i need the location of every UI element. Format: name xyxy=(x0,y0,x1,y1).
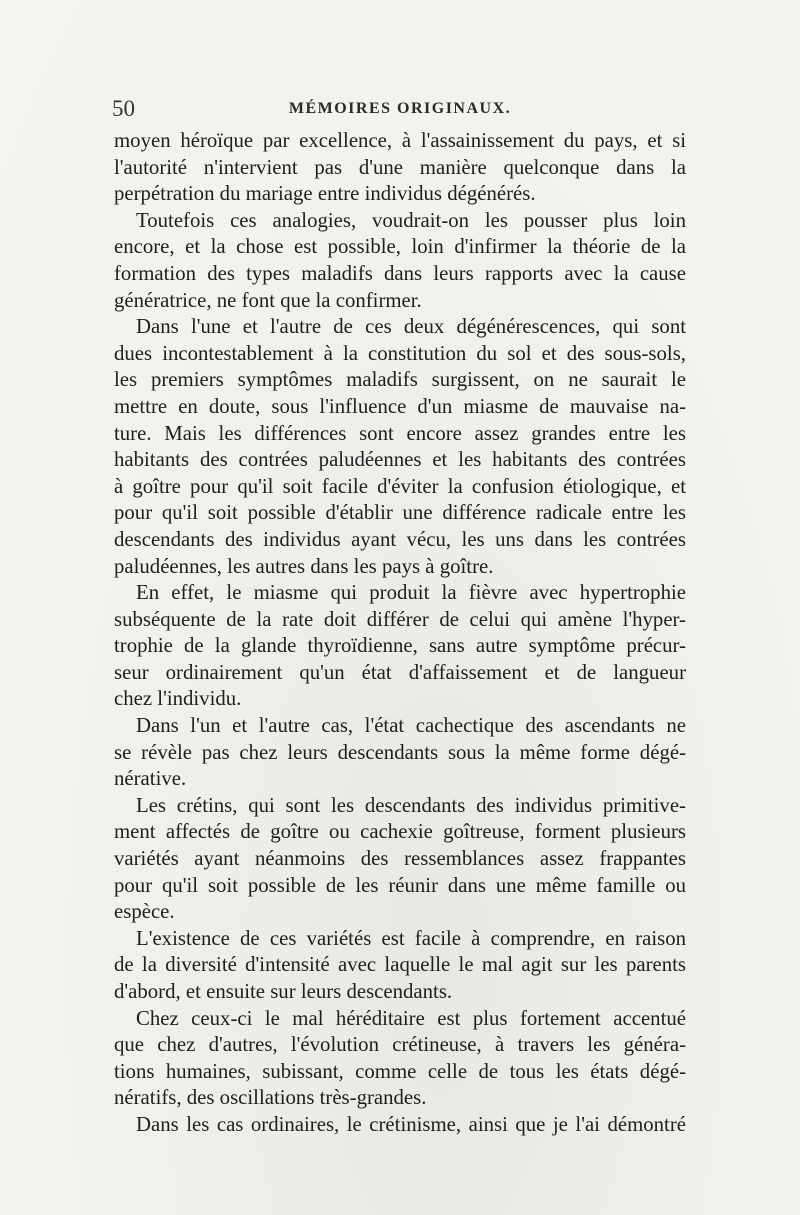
text-line: Dans l'un et l'autre cas, l'état cachectique des ascendants ne xyxy=(136,714,686,738)
text-line: pour qu'il soit possible d'établir une différence radicale entre les xyxy=(114,501,686,525)
text-line: seur ordinairement qu'un état d'affaissement et de langueur xyxy=(114,660,686,684)
paragraph xyxy=(114,1006,686,1112)
text-line: dues incontestablement à la constitution du sol et des sous-sols, xyxy=(114,341,686,365)
text-line: pour qu'il soit possible de les réunir dans une même famille ou xyxy=(114,873,686,897)
text-line: l'autorité n'intervient pas d'une manière quelconque dans la xyxy=(114,155,686,179)
text-line: L'existence de ces variétés est facile à comprendre, en raison xyxy=(136,926,686,950)
text-line: ment affectés de goître ou cachexie goîtreuse, forment plusieurs xyxy=(114,820,686,844)
paragraph xyxy=(114,793,686,926)
text-line: d'abord, et ensuite sur leurs descendants. xyxy=(114,980,453,1003)
running-title: MÉMOIRES ORIGINAUX. xyxy=(288,100,512,117)
text-line: trophie de la glande thyroïdienne, sans autre symptôme précur- xyxy=(114,634,686,658)
paragraph xyxy=(114,208,686,314)
text-line: perpétration du mariage entre individus dégénérés. xyxy=(114,182,536,206)
text-line: variétés ayant néanmoins des ressemblances assez frappantes xyxy=(114,847,686,871)
text-line: que chez d'autres, l'évolution crétineuse, à travers les généra- xyxy=(114,1033,686,1057)
page-number: 50 xyxy=(112,96,135,121)
text-line: nérative. xyxy=(114,767,187,791)
text-line: paludéennes, les autres dans les pays à goître. xyxy=(114,554,494,578)
text-line: génératrice, ne font que la confirmer. xyxy=(114,288,422,312)
text-line: subséquente de la rate doit différer de celui qui amène l'hyper- xyxy=(114,607,686,631)
paragraph xyxy=(114,128,686,208)
text-line: ture. Mais les différences sont encore assez grandes entre les xyxy=(114,421,686,445)
text-line: mettre en doute, sous l'influence d'un miasme de mauvaise na- xyxy=(114,394,686,418)
text-line: descendants des individus ayant vécu, les uns dans les contrées xyxy=(114,527,686,551)
text-line: Les crétins, qui sont les descendants des individus primitive- xyxy=(136,793,686,817)
page-header xyxy=(112,96,688,126)
body-text xyxy=(114,128,686,1139)
text-line: chez l'individu. xyxy=(114,687,242,711)
paragraph xyxy=(114,580,686,713)
text-line: nératifs, des oscillations très-grandes. xyxy=(114,1086,427,1110)
text-line: En effet, le miasme qui produit la fièvre avec hypertrophie xyxy=(136,581,686,605)
paragraph xyxy=(114,713,686,793)
text-line: à goître pour qu'il soit facile d'éviter la confusion étiologique, et xyxy=(114,474,686,498)
text-line: Dans les cas ordinaires, le crétinisme, ainsi que je l'ai démontré xyxy=(136,1112,686,1136)
text-line: tions humaines, subissant, comme celle de tous les états dégé- xyxy=(114,1059,686,1083)
text-line: formation des types maladifs dans leurs rapports avec la cause xyxy=(114,261,686,285)
text-line: Dans l'une et l'autre de ces deux dégénérescences, qui sont xyxy=(136,315,686,339)
text-line: habitants des contrées paludéennes et les habitants des contrées xyxy=(114,448,686,472)
text-line: Toutefois ces analogies, voudrait-on les pousser plus loin xyxy=(136,208,686,232)
paragraph xyxy=(114,926,686,1006)
text-line: les premiers symptômes maladifs surgissent, on ne saurait le xyxy=(114,368,686,392)
paragraph xyxy=(114,314,686,580)
text-line: encore, et la chose est possible, loin d'infirmer la théorie de la xyxy=(114,235,686,259)
text-line: moyen héroïque par excellence, à l'assainissement du pays, et si xyxy=(114,129,686,152)
text-line: Chez ceux-ci le mal héréditaire est plus fortement accentué xyxy=(136,1006,686,1030)
text-line: espèce. xyxy=(114,900,175,924)
text-line: se révèle pas chez leurs descendants sous la même forme dégé- xyxy=(114,740,686,764)
text-line: de la diversité d'intensité avec laquelle le mal agit sur les parents xyxy=(114,953,686,977)
paragraph xyxy=(114,1112,686,1139)
